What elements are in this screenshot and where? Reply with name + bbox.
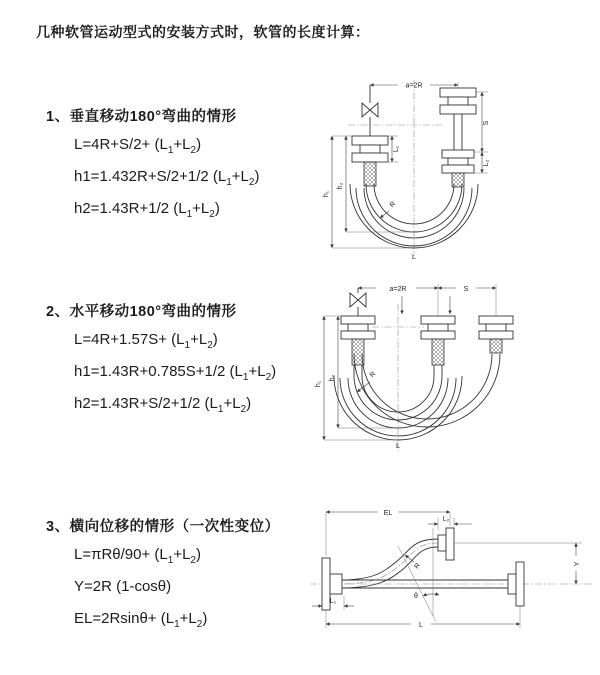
diagram-horizontal-180-bend (312, 276, 522, 456)
dim-label-el: EL (383, 510, 393, 517)
dim-label-l1: L₁ (329, 598, 337, 605)
section-1-heading: 1、垂直移动180°弯曲的情形 (46, 109, 237, 125)
length-label: L (396, 443, 400, 450)
valve-icon (362, 85, 378, 136)
hose-curves (334, 354, 500, 440)
diagram-vertical-180-bend (318, 72, 518, 262)
braided-hose-sections (352, 339, 502, 365)
formula-s3-Y: Y=2R (1-cosθ) (74, 578, 172, 595)
radius-label: R (368, 370, 378, 380)
dim-label-l2: L₂ (483, 159, 490, 167)
formula-s3-L: $L=\pi R\theta/90+ (L_1+L_2)$ (74, 546, 201, 566)
formula-s1-h1: h1=1.432R+S/2+1/2 $(L_1+L_2)$ (74, 168, 260, 188)
dim-label-a2r: a=2R (389, 286, 407, 293)
formula-s3-EL: $EL=2Rsin\theta+ (L_1+L_2)$ (74, 610, 208, 630)
dim-label-h2: h₂ (337, 182, 344, 190)
displaced-hose (344, 539, 438, 588)
section-3-heading: 3、横向位移的情形（一次性变位） (46, 519, 280, 535)
formula-s2-h1: h1=1.43R+0.785S+1/2 $(L_1+L_2)$ (74, 363, 277, 383)
right-fitting (440, 88, 476, 173)
diagram-lateral-displacement (306, 498, 598, 655)
formula-s1-h2: h2=1.43R+1/2 $(L_1+L_2)$ (74, 200, 220, 220)
radius-label: R (388, 200, 398, 210)
flange-fittings (341, 316, 513, 339)
construction-lines (398, 528, 436, 622)
formula-s1-L: $L=4R+S/2+ (L_1+L_2)$ (74, 136, 202, 156)
dim-label-h1: h₁ (323, 190, 330, 198)
right-upper-fitting (438, 528, 454, 560)
radius-label: R (413, 562, 423, 571)
length-label: L (412, 254, 416, 261)
dim-label-a2r: a=2R (405, 82, 423, 90)
dim-label-s: S (483, 120, 490, 126)
right-lower-fitting (508, 562, 524, 606)
length-label: L (419, 622, 423, 629)
angle-label: θ (414, 593, 418, 600)
dim-label-l1: L₁ (393, 145, 400, 153)
dim-label-l2: L₂ (442, 516, 450, 523)
dim-label-h2: h₂ (329, 374, 336, 382)
left-fitting (352, 136, 388, 162)
dim-label-h1: h₁ (315, 380, 322, 388)
formula-s2-h2: h2=1.43R+S/2+1/2 $(L_1+L_2)$ (74, 395, 252, 415)
valve-icon (350, 288, 366, 316)
page-title: 几种软管运动型式的安装方式时，软管的长度计算： (36, 24, 370, 40)
dim-label-y: Y (574, 561, 581, 567)
formula-s2-L: $L=4R+1.57S+ (L_1+L_2)$ (74, 331, 218, 351)
section-2-heading: 2、水平移动180°弯曲的情形 (46, 304, 237, 320)
dim-label-s: S (463, 286, 469, 293)
centerlines (372, 304, 424, 452)
